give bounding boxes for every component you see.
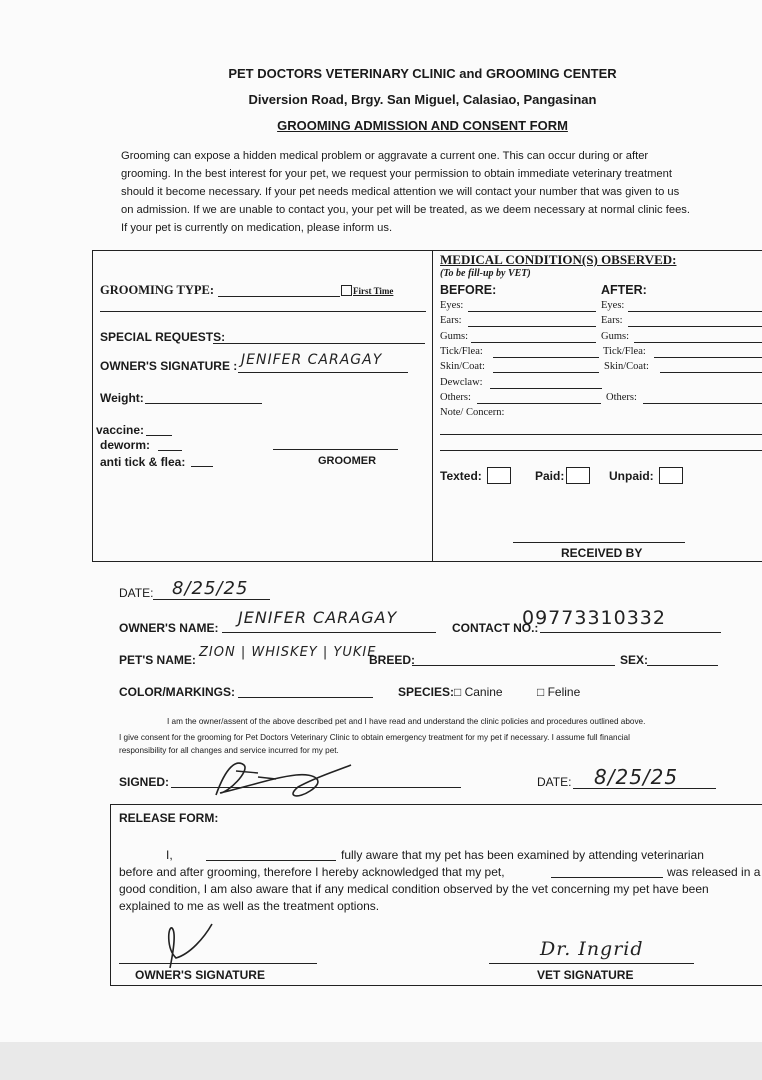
paid-checkbox[interactable]: [566, 467, 590, 484]
owners-name-label: OWNER'S NAME:: [119, 621, 219, 635]
date-label: DATE:: [119, 586, 154, 600]
owners-signature-label: OWNER'S SIGNATURE :: [100, 359, 238, 373]
table-divider: [432, 250, 433, 562]
consent-line: I give consent for the grooming for Pet Doctors Veterinary Clinic to obtain emergency treatment for my pet if necessary. I assume full financial: [119, 733, 630, 742]
color-markings-field[interactable]: [238, 697, 373, 698]
medical-condition-title: MEDICAL CONDITION(S) OBSERVED:: [440, 252, 677, 267]
date-value: 8/25/25: [172, 578, 249, 599]
clinic-address: Diversion Road, Brgy. San Miguel, Calasiao, Pangasinan: [248, 92, 597, 107]
first-time-checkbox[interactable]: [341, 285, 352, 296]
color-markings-label: COLOR/MARKINGS:: [119, 685, 235, 699]
received-by-field[interactable]: [513, 542, 685, 543]
before-ears-field[interactable]: [468, 326, 596, 327]
grooming-type-extra-line: [100, 311, 426, 312]
owners-name-value: JENIFER CARAGAY: [238, 608, 398, 627]
texted-checkbox[interactable]: [487, 467, 511, 484]
before-dewclaw-label: Dewclaw:: [440, 377, 483, 388]
release-owner-signature-label: OWNER'S SIGNATURE: [135, 968, 265, 982]
intro-paragraph: [121, 147, 725, 237]
before-gums-label: Gums:: [440, 331, 469, 342]
pets-name-label: PET'S NAME:: [119, 653, 196, 667]
note-line-2[interactable]: [440, 450, 762, 451]
vet-subtitle: (To be fill-up by VET): [440, 268, 531, 279]
before-skincoat-label: Skin/Coat:: [440, 361, 485, 372]
release-line3: good condition, I am also aware that if any medical condition observed by the vet concerning my pet have been: [119, 882, 709, 896]
before-label: BEFORE:: [440, 283, 497, 297]
vaccine-label: vaccine:: [96, 423, 145, 437]
note-concern-label: Note/ Concern:: [440, 407, 505, 418]
after-label: AFTER:: [601, 283, 647, 297]
vet-signature-label: VET SIGNATURE: [537, 968, 634, 982]
after-eyes-field[interactable]: [628, 311, 762, 312]
signed-label: SIGNED:: [119, 775, 170, 789]
release-pet-field[interactable]: [551, 877, 663, 878]
paid-label: Paid:: [535, 469, 565, 483]
texted-label: Texted:: [440, 469, 482, 483]
before-tickflea-field[interactable]: [493, 357, 599, 358]
feline-option[interactable]: □ Feline: [537, 685, 581, 699]
weight-label: Weight:: [100, 391, 144, 405]
clinic-name: PET DOCTORS VETERINARY CLINIC and GROOMING CENTER: [228, 66, 617, 81]
after-skincoat-field[interactable]: [660, 372, 762, 373]
release-line2-a: before and after grooming, therefore I hereby acknowledged that my pet,: [119, 865, 505, 879]
received-by-label: RECEIVED BY: [561, 546, 643, 560]
date-field[interactable]: [153, 599, 270, 600]
after-ears-field[interactable]: [628, 326, 762, 327]
owner-signature-scribble: [206, 757, 356, 807]
anti-tick-label: anti tick & flea:: [100, 455, 186, 469]
before-skincoat-field[interactable]: [493, 372, 599, 373]
canine-option[interactable]: □ Canine: [454, 685, 503, 699]
deworm-field[interactable]: [158, 450, 182, 451]
before-others-field[interactable]: [477, 403, 601, 404]
grooming-type-field[interactable]: [218, 296, 340, 297]
after-tickflea-label: Tick/Flea:: [603, 346, 646, 357]
after-tickflea-field[interactable]: [654, 357, 762, 358]
after-gums-label: Gums:: [601, 331, 630, 342]
intro-line: should it become necessary. If your pet needs medical attention we will contact your number that was given to us: [121, 186, 680, 198]
unpaid-label: Unpaid:: [609, 469, 654, 483]
intro-line: Grooming can expose a hidden medical problem or aggravate a current one. This can occur during or after: [121, 150, 649, 162]
before-eyes-field[interactable]: [468, 311, 596, 312]
sex-label: SEX:: [620, 653, 649, 667]
sex-field[interactable]: [647, 665, 718, 666]
release-line1-a: I,: [166, 848, 173, 862]
weight-field[interactable]: [145, 403, 262, 404]
owners-signature-field[interactable]: [238, 372, 408, 373]
consent-line: responsibility for all changes and service incurred for my pet.: [119, 746, 339, 755]
consent-line: I am the owner/assent of the above described pet and I have read and understand the clinic policies and procedures outlined above.: [167, 717, 646, 726]
before-eyes-label: Eyes:: [440, 300, 464, 311]
contact-value: 09773310332: [522, 607, 666, 629]
intro-line: on admission. If we are unable to contact you, your pet will be treated, as we deem necessary at normal clinic fees.: [121, 204, 690, 216]
after-others-field[interactable]: [643, 403, 762, 404]
before-others-label: Others:: [440, 392, 471, 403]
note-line-1[interactable]: [440, 434, 762, 435]
after-others-label: Others:: [606, 392, 637, 403]
release-line2-b: was released in a: [667, 865, 761, 879]
pets-name-value: ZION | WHISKEY | YUKIE: [199, 645, 377, 660]
date2-value: 8/25/25: [594, 765, 679, 789]
first-time-label: First Time: [353, 286, 394, 296]
unpaid-checkbox[interactable]: [659, 467, 683, 484]
after-ears-label: Ears:: [601, 315, 623, 326]
special-requests-field[interactable]: [213, 343, 425, 344]
owners-name-field[interactable]: [222, 632, 436, 633]
vet-signature-field[interactable]: [489, 963, 694, 964]
before-dewclaw-field[interactable]: [490, 388, 602, 389]
species-label: SPECIES:: [398, 685, 455, 699]
deworm-label: deworm:: [100, 438, 151, 452]
release-line1-b: fully aware that my pet has been examined by attending veterinarian: [341, 848, 704, 862]
groomer-label: GROOMER: [318, 455, 377, 467]
breed-label: BREED:: [369, 653, 416, 667]
anti-tick-field[interactable]: [191, 466, 213, 467]
before-gums-field[interactable]: [471, 342, 596, 343]
grooming-type-label: GROOMING TYPE:: [100, 283, 215, 297]
after-skincoat-label: Skin/Coat:: [604, 361, 649, 372]
before-ears-label: Ears:: [440, 315, 462, 326]
groomer-field[interactable]: [273, 449, 398, 450]
after-gums-field[interactable]: [634, 342, 762, 343]
vet-signature-value: Dr. Ingrid: [540, 938, 644, 960]
before-tickflea-label: Tick/Flea:: [440, 346, 483, 357]
release-name-field[interactable]: [206, 860, 336, 861]
contact-field[interactable]: [540, 632, 721, 633]
intro-line: grooming. In the best interest for your pet, we request your permission to obtain immediate veterinary treatment: [121, 168, 672, 180]
after-eyes-label: Eyes:: [601, 300, 625, 311]
owners-signature-value: JENIFER CARAGAY: [241, 352, 383, 368]
date2-field[interactable]: [573, 788, 716, 789]
release-line4: explained to me as well as the treatment options.: [119, 899, 380, 913]
release-owner-signature-field[interactable]: [119, 963, 317, 964]
contact-label: CONTACT NO.:: [452, 621, 539, 635]
release-title: RELEASE FORM:: [119, 811, 219, 825]
special-requests-label: SPECIAL REQUESTS:: [100, 330, 226, 344]
breed-field[interactable]: [412, 665, 615, 666]
vaccine-field[interactable]: [146, 435, 172, 436]
form-title: GROOMING ADMISSION AND CONSENT FORM: [277, 118, 568, 133]
intro-line: If your pet is currently on medication, please inform us.: [121, 222, 393, 234]
date2-label: DATE:: [537, 775, 572, 789]
